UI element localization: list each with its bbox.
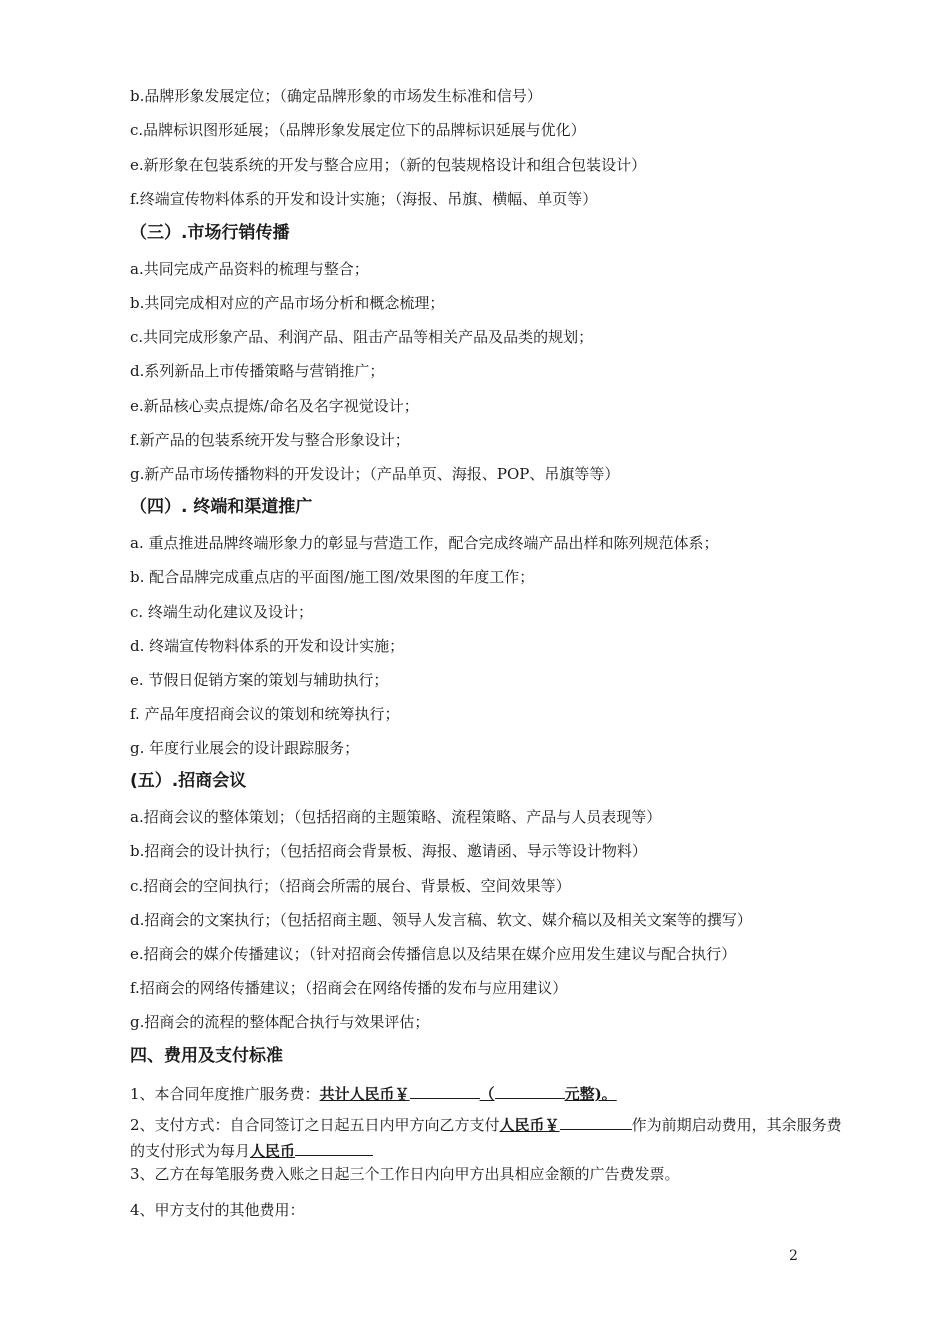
fee-item-1 [130,1082,617,1104]
list-item: c. 终端生动化建议及设计； [130,603,313,621]
page-number: 2 [789,1248,798,1264]
list-item: d.招商会的文案执行；（包括招商主题、领导人发言稿、软文、媒介稿以及相关文案等的撰写） [130,911,752,929]
list-item: g.招商会的流程的整体配合执行与效果评估； [130,1013,430,1031]
list-item: e.新形象在包装系统的开发与整合应用；（新的包装规格设计和组合包装设计） [130,156,647,174]
fee-total-blank [410,1082,480,1099]
section-heading: 四、费用及支付标准 [130,1046,283,1066]
fee-yuan-blank [495,1082,565,1099]
list-item: e.新品核心卖点提炼/命名及名字视觉设计； [130,397,419,415]
section-heading: (五）.招商会议 [130,771,247,791]
list-item: d. 终端宣传物料体系的开发和设计实施； [130,637,405,655]
list-item: a.招商会议的整体策划；（包括招商的主题策略、流程策略、产品与人员表现等） [130,808,662,826]
list-item: b.品牌形象发展定位；（确定品牌形象的市场发生标准和信号） [130,87,542,105]
list-item: e. 节假日促销方案的策划与辅助执行； [130,671,389,689]
fee-monthly-rmb-label: 人民币 [250,1142,296,1160]
fee-item-2-after: 作为前期启动费用，其余服务费的支付形式为每月 [130,1116,842,1160]
fee-rmb-blank [560,1113,632,1130]
list-item: b.招商会的设计执行；（包括招商会背景板、海报、邀请函、导示等设计物料） [130,842,647,860]
list-item: b. 配合品牌完成重点店的平面图/施工图/效果图的年度工作； [130,568,535,586]
fee-rmb-label: 人民币￥ [499,1116,560,1134]
list-item: c.招商会的空间执行；（招商会所需的展台、背景板、空间效果等） [130,877,571,895]
list-item: g. 年度行业展会的设计跟踪服务； [130,739,360,757]
fee-yuan-label: 元整)。 [564,1085,617,1103]
fee-item-2 [130,1112,842,1164]
list-item: a. 重点推进品牌终端形象力的彰显与营造工作，配合完成终端产品出样和陈列规范体系； [130,534,719,552]
list-item: f. 产品年度招商会议的策划和统筹执行； [130,705,400,723]
list-item: c.共同完成形象产品、利润产品、阻击产品等相关产品及品类的规划； [130,328,594,346]
list-item: c.品牌标识图形延展；（品牌形象发展定位下的品牌标识延展与优化） [130,121,586,139]
section-heading: （三）.市场行销传播 [130,223,290,243]
list-item: f.终端宣传物料体系的开发和设计实施；（海报、吊旗、横幅、单页等） [130,190,598,208]
list-item: f.新产品的包装系统开发与整合形象设计； [130,431,410,449]
fee-item-3: 3、乙方在每笔服务费入账之日起三个工作日内向甲方出具相应金额的广告费发票。 [130,1165,680,1183]
list-item: a.共同完成产品资料的梳理与整合； [130,260,369,278]
fee-monthly-blank [295,1139,373,1156]
list-item: d.系列新品上市传播策略与营销推广； [130,362,385,380]
fee-item-4: 4、甲方支付的其他费用： [130,1201,305,1219]
list-item: f.招商会的网络传播建议；（招商会在网络传播的发布与应用建议） [130,979,568,997]
fee-item-2-text: 2、支付方式：自合同签订之日起五日内甲方向乙方支付 [130,1116,500,1134]
list-item: e.招商会的媒介传播建议；（针对招商会传播信息以及结果在媒介应用发生建议与配合执行） [130,945,737,963]
fee-paren-open: （ [479,1085,495,1103]
fee-total-label: 共计人民币￥ [319,1085,410,1103]
list-item: g.新产品市场传播物料的开发设计；（产品单页、海报、POP、吊旗等等） [130,465,620,483]
fee-item-1-prefix: 1、本合同年度推广服务费： [130,1085,320,1103]
list-item: b.共同完成相对应的产品市场分析和概念梳理； [130,294,445,312]
section-heading: （四）. 终端和渠道推广 [130,497,313,517]
